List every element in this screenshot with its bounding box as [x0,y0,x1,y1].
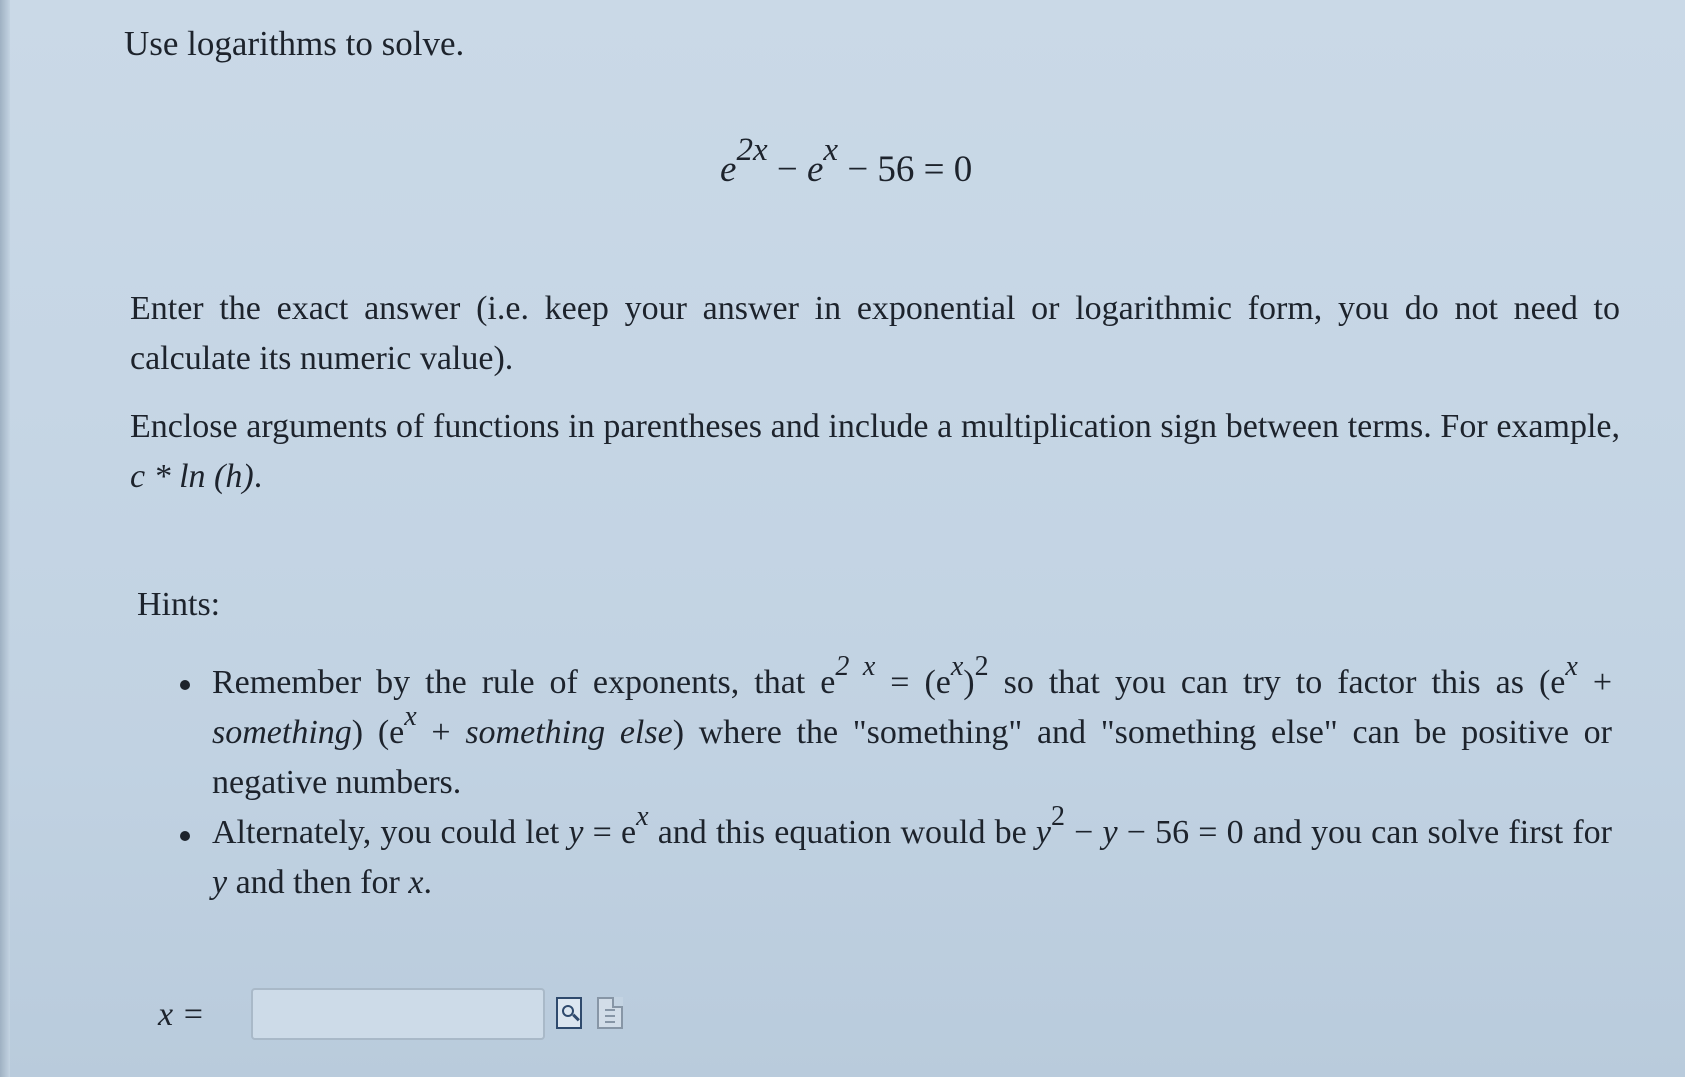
magnifier-handle-icon [572,1014,580,1022]
hint-1-text-f: ) (e [351,714,405,751]
hint-1-text-h: ) where the "something" and "something else" can be positive or negative numbers. [212,714,1612,801]
hint-1-sup-a: 2 x [835,650,876,682]
hint-2-var-y2: y [1035,814,1051,851]
help-document-icon[interactable] [597,997,623,1029]
exact-answer-instructions: Enter the exact answer (i.e. keep your answer in exponential or logarithmic form, you do not need to calculate its numeric value). [130,290,1620,377]
hint-2-sup-c: 2 [1050,800,1065,832]
hint-1-text-a: Remember by the rule of exponents, that e [212,664,836,701]
hint-1-sup-b: x [950,650,964,682]
document-lines-icon [605,1009,615,1011]
hint-2-var-y: y [568,814,584,851]
hint-1-italic-e: something [212,714,352,751]
equation-rest: − 56 = 0 [838,149,973,190]
equation-base-2: e [806,149,824,190]
format-example-end: . [253,458,263,495]
hint-1-text-b: = (e [875,664,951,701]
equation-exponent-1: 2x [736,131,768,168]
answer-input[interactable] [251,988,545,1040]
hint-2-sup-b: x [636,800,649,832]
hint-bullet-1 [180,680,190,690]
hint-1-italic-g: something else [465,714,673,751]
hint-2-text-b: = e [583,814,637,851]
hint-2-var-x: x [408,864,424,901]
equation-base-1: e [720,149,737,190]
hint-2-text-c: and this equation would be [648,814,1036,851]
hint-2-text-e: − 56 = 0 and you can solve first for [1117,814,1612,851]
equation [720,131,973,191]
format-instructions [130,402,1620,502]
hint-2-text-g: . [423,864,432,901]
hint-2-var-y3: y [1102,814,1118,851]
hint-2-text-f: and then for [227,864,409,901]
hint-1-sup-c: 2 [974,650,989,682]
answer-label: x = [158,996,205,1033]
hint-1 [212,650,1612,808]
hint-1-text-e: + [1577,664,1612,701]
format-instructions-text: Enclose arguments of functions in parentheses and include a multiplication sign between terms. For example, [130,408,1620,445]
hint-1-text-d: so that you can try to factor this as (e [988,664,1566,701]
hint-1-text-c: ) [963,664,975,701]
hint-2 [212,800,1612,908]
hint-1-text-g: + [416,714,466,751]
equation-exponent-2: x [823,131,839,168]
hint-2-var-y4: y [212,864,228,901]
equation-minus-1: − [767,149,807,190]
instruction-text: Use logarithms to solve. [124,24,465,63]
preview-math-icon[interactable] [556,997,582,1029]
hint-bullet-2 [180,831,190,841]
document-fold-icon [612,997,623,1008]
format-example-math: c * ln (h) [130,458,254,495]
hint-1-sup-d: x [1565,650,1578,682]
hint-2-text-d: − [1064,814,1103,851]
hint-2-text-a: Alternately, you could let [212,814,569,851]
hints-title: Hints: [137,586,221,623]
hint-1-sup-f: x [404,700,417,732]
